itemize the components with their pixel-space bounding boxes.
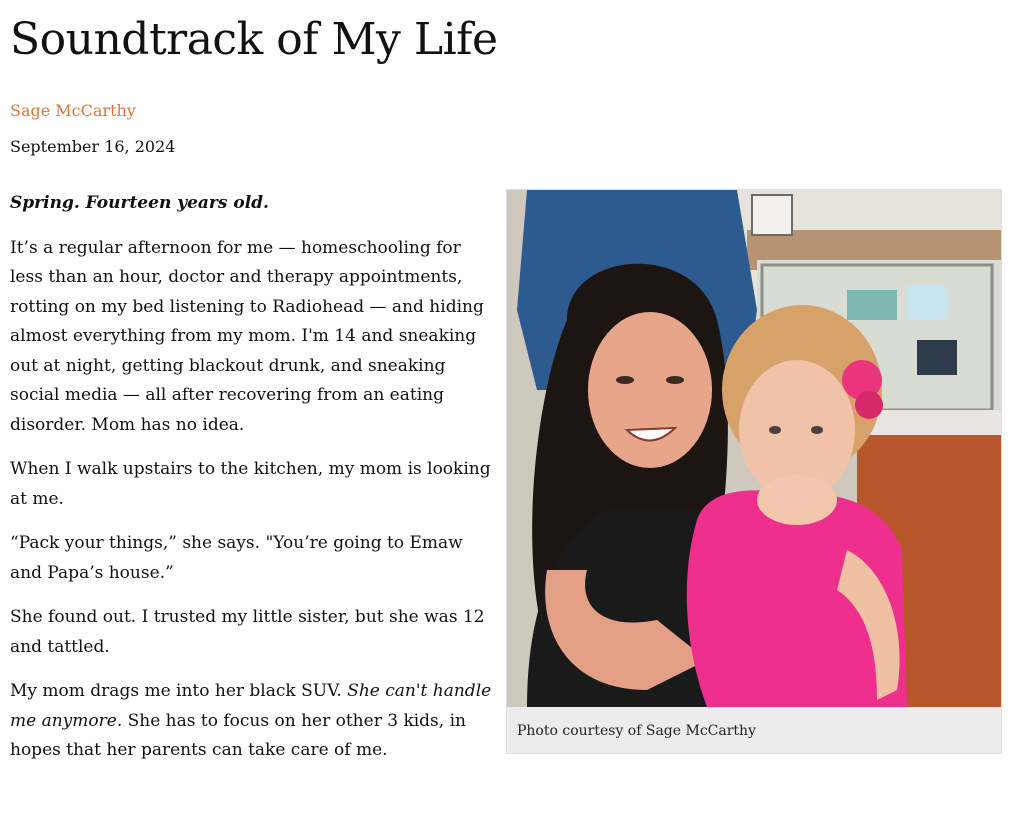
article-title: Soundtrack of My Life [10,14,498,65]
paragraph-text: My mom drags me into her black SUV. [10,681,348,701]
photo-eye [616,376,634,384]
photo-child-hands [757,475,837,525]
paragraph-text: She has to focus on her other 3 kids, in hopes that her parents can take care of me. [10,710,466,760]
italic-text: She can't handle me anymore. [10,681,492,731]
photo-face [588,312,712,468]
body-paragraph: When I walk upstairs to the kitchen, my mom is looking at me. [10,459,491,509]
body-paragraph: She found out. I trusted my little sister, but she was 12 and tattled. [10,607,485,657]
photo-frame [752,195,792,235]
photo-child-eye [811,426,823,434]
photo-child-eye [769,426,781,434]
author-link[interactable]: Sage McCarthy [10,101,136,120]
photo-sign [907,285,947,320]
photo [507,190,1001,707]
body-paragraph: It’s a regular afternoon for me — homeschooling for less than an hour, doctor and therapy appointments, rotting on my bed listening to Radiohead — and hiding almost everything from my mom. I'm 14 and sneaking out at night, getting blackout drunk, and sneaking social media — all after recovering from an eating disorder. Mom has no idea. [10,237,484,435]
photo-flower [855,391,883,419]
body-paragraph [10,677,496,766]
photo-sign [917,340,957,375]
publish-date: September 16, 2024 [10,137,176,156]
photo-sign [847,290,897,320]
photo-illustration [507,190,1001,707]
lead-paragraph: Spring. Fourteen years old. [10,193,269,213]
photo-figure [506,189,1002,754]
body-paragraph: “Pack your things,” she says. "You’re going to Emaw and Papa’s house.” [10,533,463,583]
article-body [10,189,496,781]
photo-eye [666,376,684,384]
photo-caption: Photo courtesy of Sage McCarthy [517,723,756,739]
